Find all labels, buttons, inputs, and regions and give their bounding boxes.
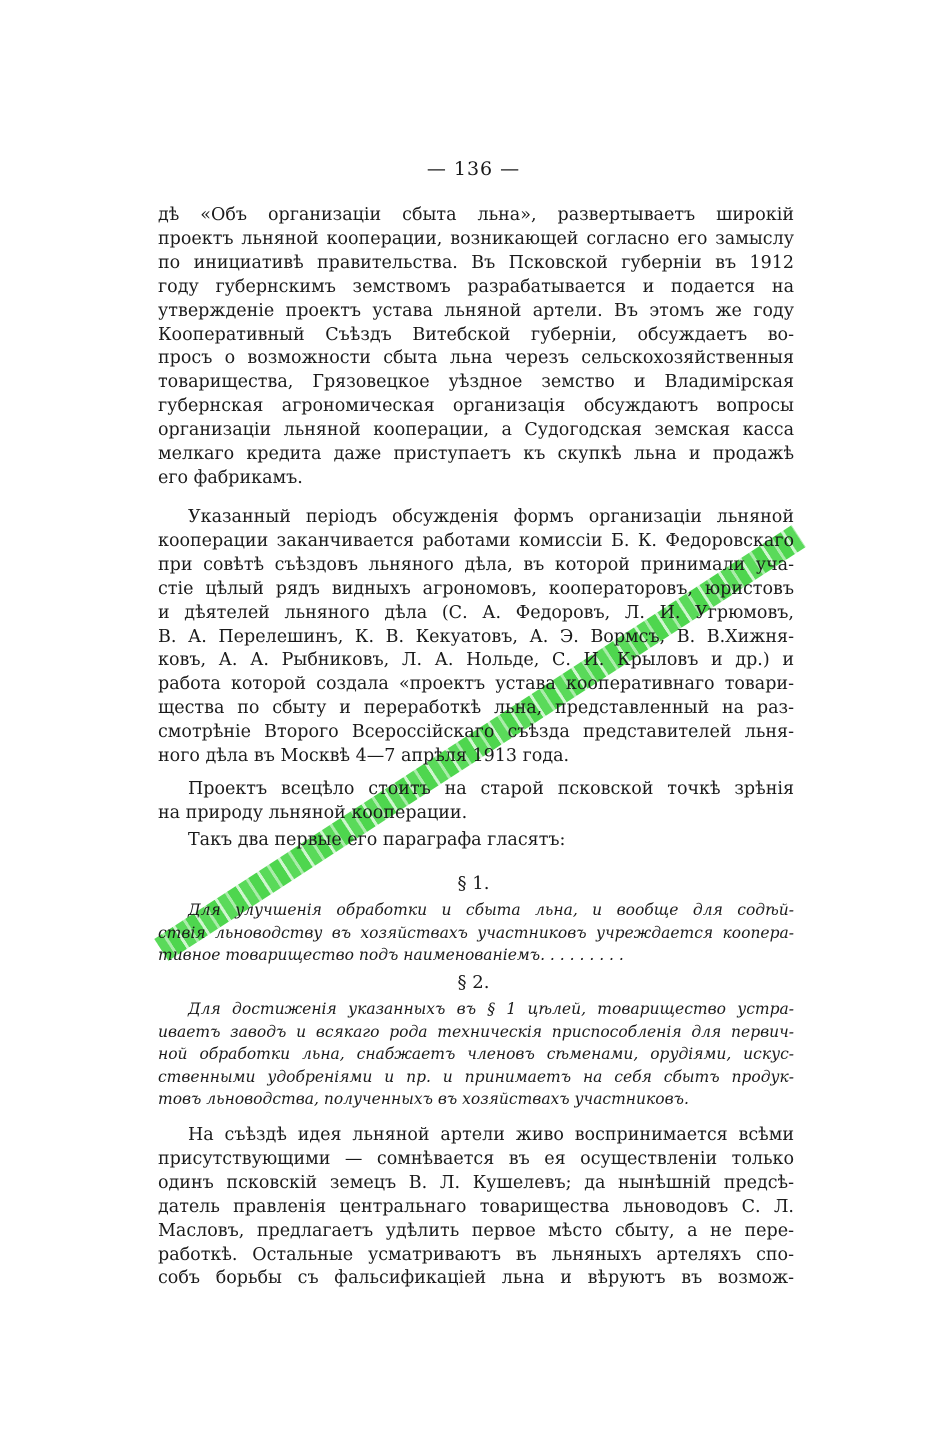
text-line: Для улучшенія обработки и сбыта льна, и вообще для содѣй- — [188, 901, 794, 919]
text-line: Указанный періодъ обсужденія формъ организаціи льняной — [188, 507, 794, 527]
paragraph-2 — [158, 506, 794, 769]
text-line: смотрѣніе Второго Всероссійскаго съѣзда представителей льня- — [158, 722, 794, 743]
text-line: В. А. Перелешинъ, К. В. Кекуатовъ, А. Э. Вормсъ, В. В.Хижня- — [158, 626, 794, 647]
text-line: просъ о возможности сбыта льна черезъ сельскохозяйственныя — [158, 348, 794, 369]
text-line: щества по сбыту и переработкѣ льна, представленный на раз- — [158, 698, 794, 719]
text-line: Кооперативный Съѣздъ Витебской губерніи, обсуждаетъ во- — [158, 324, 794, 345]
text-line: по инициативѣ правительства. Въ Псковской губерніи въ 1912 — [158, 252, 794, 273]
section-2-heading: § 2. — [457, 972, 490, 993]
text-line: утвержденіе проектъ устава льняной артели. Въ этомъ же году — [158, 300, 794, 321]
paragraph-4 — [158, 829, 794, 853]
text-line: тивное товарищество подъ наименованіемъ. . . . . . . . . — [158, 946, 624, 965]
text-line: мелкаго кредита даже приступаетъ къ скупкѣ льна и продажѣ — [158, 444, 794, 465]
text-line: при совѣтѣ съѣздовъ льняного дѣла, въ которой принимали уча- — [158, 554, 794, 575]
paragraph-3 — [158, 778, 794, 826]
text-line: товарищества, Грязовецкое уѣздное земство и Владимірская — [158, 372, 794, 393]
text-line: Масловъ, предлагаетъ удѣлить первое мѣсто сбыту, а не пере- — [158, 1220, 794, 1241]
text-line: губернская агрономическая организація обсуждаютъ вопросы — [158, 396, 794, 417]
text-line: работа которой создала «проектъ устава кооперативнаго товари- — [158, 674, 794, 695]
text-line: Для достиженія указанныхъ въ § 1 цѣлей, товарищество устра- — [188, 1000, 794, 1018]
paragraph-1 — [158, 204, 794, 491]
page-number: — 136 — — [426, 158, 521, 180]
text-line: иваетъ заводъ и всякаго рода техническія приспособленія для первич- — [158, 1022, 794, 1041]
text-line: году губернскимъ земствомъ разрабатывается и подается на — [158, 276, 794, 297]
section-1-heading: § 1. — [457, 873, 490, 894]
section-2-text — [158, 998, 794, 1111]
text-line: работкѣ. Остальные усматриваютъ въ льняныхъ артеляхъ спо- — [158, 1244, 794, 1265]
text-line: дѣ «Объ организаціи сбыта льна», развертываетъ широкій — [158, 205, 794, 225]
text-line: присутствующими — сомнѣвается въ ея осуществленіи только — [158, 1148, 794, 1169]
text-line: кооперации заканчивается работами комиссіи Б. К. Федоровскаго — [158, 530, 794, 551]
text-line: проектъ льняной кооперации, возникающей согласно его замыслу — [158, 228, 794, 249]
section-1-text — [158, 899, 794, 967]
text-line: Такъ два первые его параграфа гласятъ: — [188, 830, 566, 850]
text-line: и дѣятелей льняного дѣла (С. А. Федоровъ, Л. И. Угрюмовъ, — [158, 602, 794, 623]
text-line: товъ льноводства, полученныхъ въ хозяйствахъ участниковъ. — [158, 1090, 689, 1109]
text-line: одинъ псковскій земецъ В. Л. Кушелевъ; да нынѣшній предсѣ- — [158, 1172, 794, 1193]
text-line: стіе цѣлый рядъ видныхъ агрономовъ, кооператоровъ, юристовъ — [158, 578, 794, 599]
paragraph-5 — [158, 1124, 794, 1291]
text-line: На съѣздѣ идея льняной артели живо воспринимается всѣми — [188, 1125, 794, 1145]
text-line: ной обработки льна, снабжаетъ членовъ сѣменами, орудіями, искус- — [158, 1045, 794, 1064]
text-line: Проектъ всецѣло стоитъ на старой псковской точкѣ зрѣнія — [188, 779, 794, 799]
text-line: ковъ, А. А. Рыбниковъ, Л. А. Нольде, С. И. Крыловъ и др.) и — [158, 650, 794, 671]
text-line: ственными удобреніями и пр. и принимаетъ на себя сбытъ продук- — [158, 1067, 794, 1086]
text-line: организаціи льняной кооперации, а Судогодская земская касса — [158, 420, 794, 441]
text-line: ного дѣла въ Москвѣ 4—7 апрѣля 1913 года. — [158, 746, 570, 767]
text-line: датель правленія центральнаго товарищества льноводовъ С. Л. — [158, 1196, 794, 1217]
text-line: на природу льняной кооперации. — [158, 802, 468, 823]
text-line: собъ борьбы съ фальсификаціей льна и вѣруютъ въ возмож- — [158, 1268, 794, 1289]
text-line: его фабрикамъ. — [158, 467, 303, 488]
text-line: ствія льноводству въ хозяйствахъ участниковъ учреждается коопера- — [158, 923, 794, 942]
